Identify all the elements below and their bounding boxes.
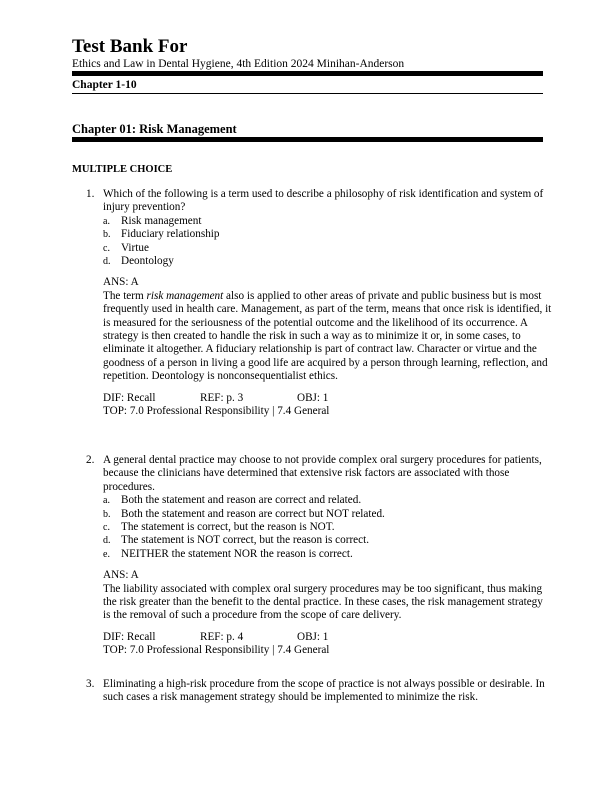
rationale-text: The term <box>103 289 147 302</box>
choice-letter: c. <box>103 242 110 254</box>
chapter-heading: Chapter 01: Risk Management <box>72 122 237 136</box>
choice-text: The statement is NOT correct, but the reason is correct. <box>121 534 370 547</box>
choice-text: The statement is correct, but the reason is NOT. <box>121 521 335 534</box>
rationale-text: also is applied to other areas of private and public business but is most frequently used in health care. Management, as part of the term, means that once risk is identified, it is measured for the seriousness of the potential outcome and the likelihood of its occurrence. A strategy is then created to handle the risk in such a way as to minimize it or, in some cases, to eliminate it altogether. A fiduciary relationship is part of contract law. Character or virtue and the goodness of a person in living a good life are acquired by a person through learning, reflection, and repetition. Deontology is nonconsequentialist ethics. <box>103 289 552 383</box>
question-number: 1. <box>86 188 95 200</box>
choice-text: NEITHER the statement NOR the reason is correct. <box>121 547 353 560</box>
header-rule <box>72 71 543 76</box>
difficulty: DIF: Recall <box>103 391 156 404</box>
question-metadata <box>103 392 552 419</box>
choice-letter: c. <box>103 522 110 534</box>
choice-b <box>103 228 552 241</box>
reference: REF: p. 3 <box>200 391 244 404</box>
answer-rationale: The liability associated with complex oral surgery procedures may be too significant, thus making the risk greater than the benefit to the dental practice. In these cases, the risk management strategy is the removal of such a procedure from the scope of care delivery. <box>103 582 543 622</box>
question-metadata <box>103 631 552 658</box>
choice-letter: b. <box>103 508 111 520</box>
document-subtitle: Ethics and Law in Dental Hygiene, 4th Edition 2024 Minihan-Anderson <box>72 58 405 70</box>
choice-text: Both the statement and reason are correct and related. <box>121 494 362 507</box>
topic: TOP: 7.0 Professional Responsibility | 7.4 General <box>103 644 330 657</box>
choice-text: Risk management <box>121 214 202 227</box>
choice-letter: a. <box>103 495 110 507</box>
choice-e <box>103 548 552 561</box>
choice-text: Deontology <box>121 255 174 268</box>
question-3 <box>72 678 552 705</box>
section-label: MULTIPLE CHOICE <box>72 164 173 175</box>
question-stem: Eliminating a high-risk procedure from the scope of practice is not always possible or desirable. In such cases a risk management strategy should be implemented to minimize the risk. <box>103 678 545 704</box>
question-number: 3. <box>86 678 95 690</box>
chapter-range: Chapter 1-10 <box>72 79 137 91</box>
choice-letter: e. <box>103 548 110 560</box>
choice-d <box>103 534 552 547</box>
answer-choices <box>103 215 552 269</box>
question-1 <box>72 188 552 419</box>
difficulty: DIF: Recall <box>103 630 156 643</box>
choice-d <box>103 255 552 268</box>
choice-text: Virtue <box>121 241 149 254</box>
answer-key: ANS: A <box>103 569 139 582</box>
question-number: 2. <box>86 454 95 466</box>
choice-letter: d. <box>103 256 111 268</box>
choice-c <box>103 521 552 534</box>
chapter-rule <box>72 137 543 142</box>
reference: REF: p. 4 <box>200 630 244 643</box>
objective: OBJ: 1 <box>297 391 329 404</box>
rationale-emphasis: risk management <box>146 289 224 302</box>
answer-rationale <box>103 290 552 384</box>
choice-c <box>103 242 552 255</box>
choice-letter: a. <box>103 215 110 227</box>
header-rule-thin <box>72 93 543 94</box>
choice-letter: b. <box>103 229 111 241</box>
document-title: Test Bank For <box>72 36 188 57</box>
topic: TOP: 7.0 Professional Responsibility | 7.4 General <box>103 405 330 418</box>
choice-text: Fiduciary relationship <box>121 228 220 241</box>
choice-b <box>103 508 552 521</box>
answer-choices <box>103 494 552 561</box>
question-stem: Which of the following is a term used to describe a philosophy of risk identification and system of injury prevention? <box>103 188 544 214</box>
choice-letter: d. <box>103 535 111 547</box>
question-2 <box>72 454 552 658</box>
choice-a <box>103 215 552 228</box>
choice-text: Both the statement and reason are correct but NOT related. <box>121 507 385 520</box>
choice-a <box>103 494 552 507</box>
answer-key: ANS: A <box>103 276 139 289</box>
objective: OBJ: 1 <box>297 630 329 643</box>
question-stem: A general dental practice may choose to not provide complex oral surgery procedures for patients, because the clinicians have determined that extensive risk factors are associated with those procedures. <box>103 454 542 493</box>
